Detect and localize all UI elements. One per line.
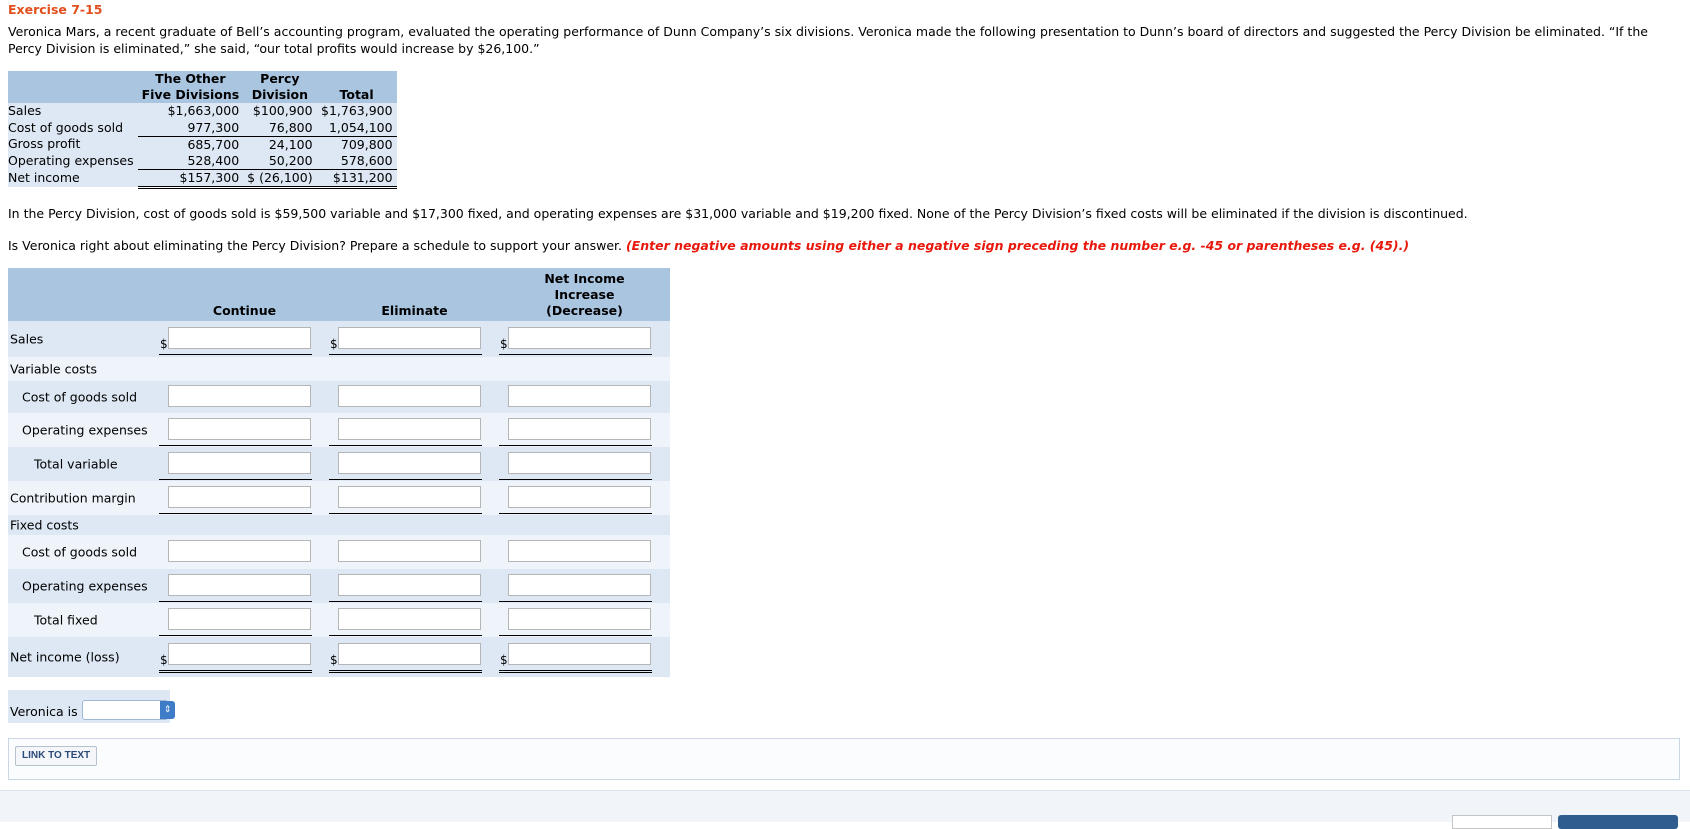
schedule-row-sales: Sales $ $ $ xyxy=(8,321,670,357)
fix-opex-continue-input[interactable] xyxy=(168,574,311,596)
col-percy-header: Percy Division xyxy=(243,71,316,103)
veronica-answer-row xyxy=(8,690,170,723)
fix-cogs-net-input[interactable] xyxy=(508,540,651,562)
table-row: Cost of goods sold 977,300 76,800 1,054,100 xyxy=(8,120,397,137)
schedule-row-variable-costs: Variable costs xyxy=(8,357,670,381)
sales-eliminate-input[interactable] xyxy=(338,327,481,349)
var-cogs-eliminate-input[interactable] xyxy=(338,385,481,407)
net-income-eliminate-input[interactable] xyxy=(338,643,481,665)
table-row: Net income $157,300 $ (26,100) $131,200 xyxy=(8,169,397,187)
var-opex-continue-input[interactable] xyxy=(168,418,311,440)
schedule-row-total-variable: Total variable xyxy=(8,447,670,481)
col-eliminate-header: Eliminate xyxy=(381,303,448,318)
dollar-sign: $ xyxy=(500,653,508,667)
link-panel xyxy=(8,738,1680,780)
dollar-sign: $ xyxy=(330,337,338,351)
var-cogs-continue-input[interactable] xyxy=(168,385,311,407)
schedule-table xyxy=(8,268,670,677)
footer-bar xyxy=(0,790,1690,822)
schedule-row-fix-cogs: Cost of goods sold xyxy=(8,535,670,569)
total-variable-continue-input[interactable] xyxy=(168,452,311,474)
schedule-row-var-opex: Operating expenses xyxy=(8,413,670,447)
cost-details-text: In the Percy Division, cost of goods sold is $59,500 variable and $17,300 fixed, and operating expenses are $31,000 variable and $19,200 fixed. None of the Percy Division’s fixed costs will be eliminated if the division is discontinued. xyxy=(8,206,1468,221)
fix-opex-net-input[interactable] xyxy=(508,574,651,596)
select-arrows-icon[interactable]: ⇕ xyxy=(160,701,175,719)
dollar-sign: $ xyxy=(330,653,338,667)
col-continue-header: Continue xyxy=(212,303,277,318)
problem-intro: Veronica Mars, a recent graduate of Bell’s accounting program, evaluated the operating performance of Dunn Company’s six divisions. Veronica made the following presentation to Dunn’s board of directors and suggested the Percy Division be eliminated. “If the Percy Division is eliminated,” she said, “our total profits would increase by $26,100.” xyxy=(8,24,1648,56)
schedule-row-var-cogs: Cost of goods sold xyxy=(8,381,670,413)
net-income-continue-input[interactable] xyxy=(168,643,311,665)
sales-continue-input[interactable] xyxy=(168,327,311,349)
net-income-net-input[interactable] xyxy=(508,643,651,665)
entry-hint: (Enter negative amounts using either a negative sign preceding the number e.g. -45 or parentheses e.g. (45).) xyxy=(625,238,1410,253)
contribution-margin-eliminate-input[interactable] xyxy=(338,486,481,508)
table-row: Gross profit 685,700 24,100 709,800 xyxy=(8,136,397,153)
fix-cogs-continue-input[interactable] xyxy=(168,540,311,562)
link-to-text-button[interactable]: LINK TO TEXT xyxy=(15,746,97,766)
dollar-sign: $ xyxy=(160,653,168,667)
sales-net-input[interactable] xyxy=(508,327,651,349)
var-opex-net-input[interactable] xyxy=(508,418,651,440)
var-cogs-net-input[interactable] xyxy=(508,385,651,407)
fix-opex-eliminate-input[interactable] xyxy=(338,574,481,596)
schedule-row-contribution-margin: Contribution margin xyxy=(8,481,670,515)
total-variable-eliminate-input[interactable] xyxy=(338,452,481,474)
veronica-label: Veronica is xyxy=(10,704,78,719)
col-total-header: Total xyxy=(317,71,397,103)
schedule-row-fix-opex: Operating expenses xyxy=(8,569,670,603)
dollar-sign: $ xyxy=(500,337,508,351)
footer-field[interactable] xyxy=(1452,815,1552,829)
fix-cogs-eliminate-input[interactable] xyxy=(338,540,481,562)
col-net-header: Net Income Increase (Decrease) xyxy=(544,271,625,318)
total-fixed-net-input[interactable] xyxy=(508,608,651,630)
dollar-sign: $ xyxy=(160,337,168,351)
table-row: Operating expenses 528,400 50,200 578,600 xyxy=(8,153,397,170)
schedule-row-net-income: Net income (loss) $ $ $ xyxy=(8,637,670,677)
question-text: Is Veronica right about eliminating the Percy Division? Prepare a schedule to support your answer. (Enter negative amounts using either a negative sign preceding the number e.g. -45 or parentheses e.g. (45).) xyxy=(8,238,1410,253)
veronica-select[interactable] xyxy=(82,700,168,720)
contribution-margin-continue-input[interactable] xyxy=(168,486,311,508)
schedule-header xyxy=(8,268,670,321)
total-fixed-eliminate-input[interactable] xyxy=(338,608,481,630)
var-opex-eliminate-input[interactable] xyxy=(338,418,481,440)
contribution-margin-net-input[interactable] xyxy=(508,486,651,508)
exercise-title: Exercise 7-15 xyxy=(8,2,103,17)
schedule-row-total-fixed: Total fixed xyxy=(8,603,670,637)
col-other-header: The Other Five Divisions xyxy=(138,71,244,103)
given-income-table xyxy=(8,71,397,189)
total-fixed-continue-input[interactable] xyxy=(168,608,311,630)
total-variable-net-input[interactable] xyxy=(508,452,651,474)
submit-button[interactable] xyxy=(1558,815,1678,829)
schedule-row-fixed-costs: Fixed costs xyxy=(8,515,670,535)
table-row: Sales $1,663,000 $100,900 $1,763,900 xyxy=(8,103,397,120)
